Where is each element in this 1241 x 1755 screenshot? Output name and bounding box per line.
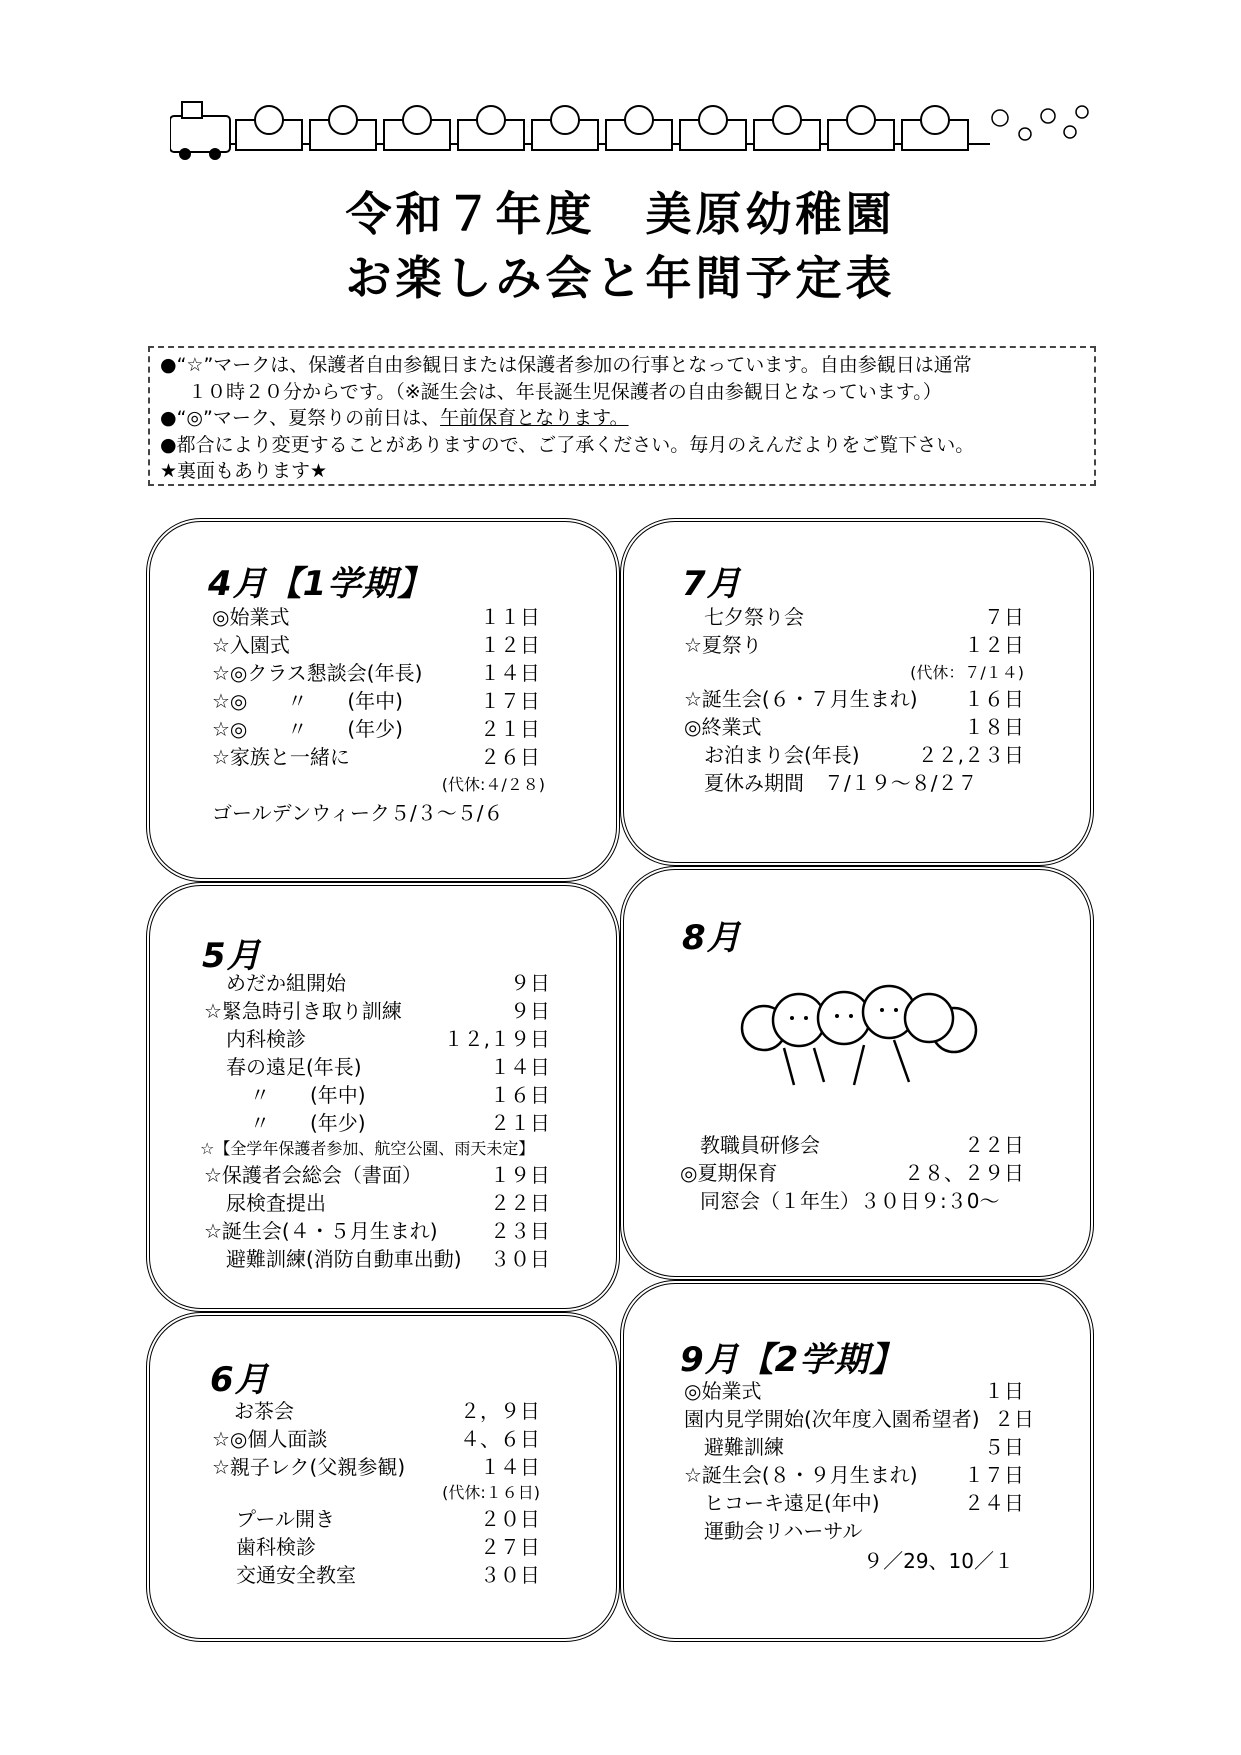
may-event-2: ☆緊急時引き取り訓練 [204, 999, 402, 1023]
june-date-3: １４日 [480, 1455, 540, 1479]
april-event-1: ◎始業式 [212, 605, 290, 629]
notice-line-5: ★裏面もあります★ [160, 460, 328, 482]
april-event-4: ☆◎ 〃 (年中) [212, 689, 403, 713]
april-title: 4月【1学期】 [208, 564, 433, 604]
april-event-3: ☆◎クラス懇談会(年長) [212, 661, 423, 685]
july-date-5: ２２,２３日 [917, 743, 1024, 767]
april-substitute-holiday-note: (代休:４/２８) [441, 775, 545, 794]
april-date-3: １４日 [480, 661, 540, 685]
may-date-10: ３０日 [490, 1247, 550, 1271]
september-event-5: ヒコーキ遠足(年中) [704, 1491, 880, 1515]
september-date-5: ２４日 [964, 1491, 1024, 1515]
august-title: 8月 [682, 918, 742, 958]
may-date-6: ２１日 [490, 1111, 550, 1135]
may-box [146, 882, 620, 1312]
june-event-2: ☆◎個人面談 [212, 1427, 328, 1451]
june-substitute-holiday-note: (代休:１６日) [442, 1483, 540, 1502]
july-title: 7月 [682, 564, 742, 604]
june-title: 6月 [210, 1360, 270, 1400]
september-event-1: ◎始業式 [684, 1379, 762, 1403]
children-illustration [724, 970, 994, 1090]
july-event-1: 七夕祭り会 [704, 605, 804, 629]
august-date-1: ２２日 [964, 1133, 1024, 1157]
september-date-1: １日 [984, 1379, 1024, 1403]
may-event-10: 避難訓練(消防自動車出動) [226, 1247, 462, 1271]
june-event-5: 歯科検診 [236, 1535, 316, 1559]
july-date-3: １６日 [964, 687, 1024, 711]
animal-train-illustration [170, 98, 1090, 160]
june-event-6: 交通安全教室 [236, 1563, 356, 1587]
may-date-4: １４日 [490, 1055, 550, 1079]
title-line-1: 令和７年度 美原幼稚園 [345, 187, 896, 241]
may-date-1: ９日 [510, 971, 550, 995]
may-event-5: 〃 (年中) [250, 1083, 366, 1107]
june-date-5: ２７日 [480, 1535, 540, 1559]
september-event-3: 避難訓練 [704, 1435, 784, 1459]
may-date-2: ９日 [510, 999, 550, 1023]
september-date-6: ９／29、10／１ [863, 1549, 1014, 1573]
july-date-1: ７日 [984, 605, 1024, 629]
july-event-5: お泊まり会(年長) [704, 743, 860, 767]
june-event-1: お茶会 [234, 1399, 294, 1423]
notice-box [148, 346, 1096, 486]
may-event-1: めだか組開始 [226, 971, 346, 995]
may-date-7: １９日 [490, 1163, 550, 1187]
notice-line-4: ●都合により変更することがありますので、ご了承ください。毎月のえんだよりをご覧下さい。 [160, 433, 975, 456]
may-picnic-note: ☆【全学年保護者参加、航空公園、雨天未定】 [200, 1139, 535, 1158]
june-event-3: ☆親子レク(父親参観) [212, 1455, 406, 1479]
september-date-2: ２日 [994, 1407, 1034, 1431]
august-date-2: ２８、２９日 [904, 1161, 1024, 1185]
august-event-1: 教職員研修会 [700, 1133, 820, 1157]
june-box [146, 1312, 620, 1642]
august-box [620, 866, 1094, 1280]
june-date-4: ２０日 [480, 1507, 540, 1531]
may-date-8: ２２日 [490, 1191, 550, 1215]
september-event-4: ☆誕生会(８・９月生まれ) [684, 1463, 918, 1487]
june-date-6: ３０日 [480, 1563, 540, 1587]
july-box [620, 518, 1094, 866]
april-date-1: １１日 [480, 605, 540, 629]
june-event-4: プール開き [236, 1507, 335, 1531]
title-line-2: お楽しみ会と年間予定表 [345, 251, 896, 305]
june-date-2: ４、６日 [460, 1427, 540, 1451]
june-date-1: ２，９日 [460, 1399, 540, 1423]
notice-line-3-text: ●“◎”マーク、夏祭りの前日は、 [160, 407, 441, 429]
notice-line-2: １０時２０分からです。（※誕生会は、年長誕生児保護者の自由参観日となっています。） [188, 380, 942, 403]
april-date-5: ２１日 [480, 717, 540, 741]
notice-line-1: ●“☆”マークは、保護者自由参観日または保護者参加の行事となっています。自由参観日は通常 [160, 354, 972, 376]
july-event-4: ◎終業式 [684, 715, 762, 739]
may-title: 5月 [202, 936, 262, 976]
september-date-4: １７日 [964, 1463, 1024, 1487]
april-event-6: ☆家族と一緒に [212, 745, 350, 769]
september-box [620, 1280, 1094, 1642]
may-event-7: ☆保護者会総会（書面） [204, 1163, 422, 1187]
april-date-6: ２６日 [480, 745, 540, 769]
september-event-2: 園内見学開始(次年度入園希望者) [684, 1407, 980, 1431]
august-event-3: 同窓会（１年生）３０日９:３0～ [700, 1189, 1000, 1213]
september-date-3: ５日 [984, 1435, 1024, 1459]
may-date-5: １６日 [490, 1083, 550, 1107]
notice-line-3-underlined: 午前保育となります。 [440, 407, 629, 429]
may-event-9: ☆誕生会(４・５月生まれ) [204, 1219, 438, 1243]
august-event-2: ◎夏期保育 [680, 1161, 778, 1185]
july-event-6: 夏休み期間 ７/１９～８/２７ [704, 771, 978, 795]
april-box [146, 518, 620, 882]
april-event-5: ☆◎ 〃 (年少) [212, 717, 403, 741]
september-event-6: 運動会リハーサル [704, 1519, 863, 1543]
july-date-4: １８日 [964, 715, 1024, 739]
april-event-2: ☆入園式 [212, 633, 290, 657]
april-golden-week: ゴールデンウィーク５/３～５/６ [212, 801, 504, 825]
april-date-4: １７日 [480, 689, 540, 713]
may-date-3: １２,１９日 [443, 1027, 550, 1051]
september-title: 9月【2学期】 [680, 1340, 905, 1380]
notice-line-3 [160, 405, 1084, 432]
may-event-3: 内科検診 [226, 1027, 306, 1051]
may-event-6: 〃 (年少) [250, 1111, 366, 1135]
july-event-2: ☆夏祭り [684, 633, 762, 657]
july-event-3: ☆誕生会(６・７月生まれ) [684, 687, 918, 711]
april-date-2: １２日 [480, 633, 540, 657]
may-event-4: 春の遠足(年長) [226, 1055, 362, 1079]
july-date-2: １２日 [964, 633, 1024, 657]
july-substitute-holiday-note: (代休：７/１４) [910, 663, 1024, 682]
may-event-8: 尿検査提出 [226, 1191, 326, 1215]
may-date-9: ２３日 [490, 1219, 550, 1243]
